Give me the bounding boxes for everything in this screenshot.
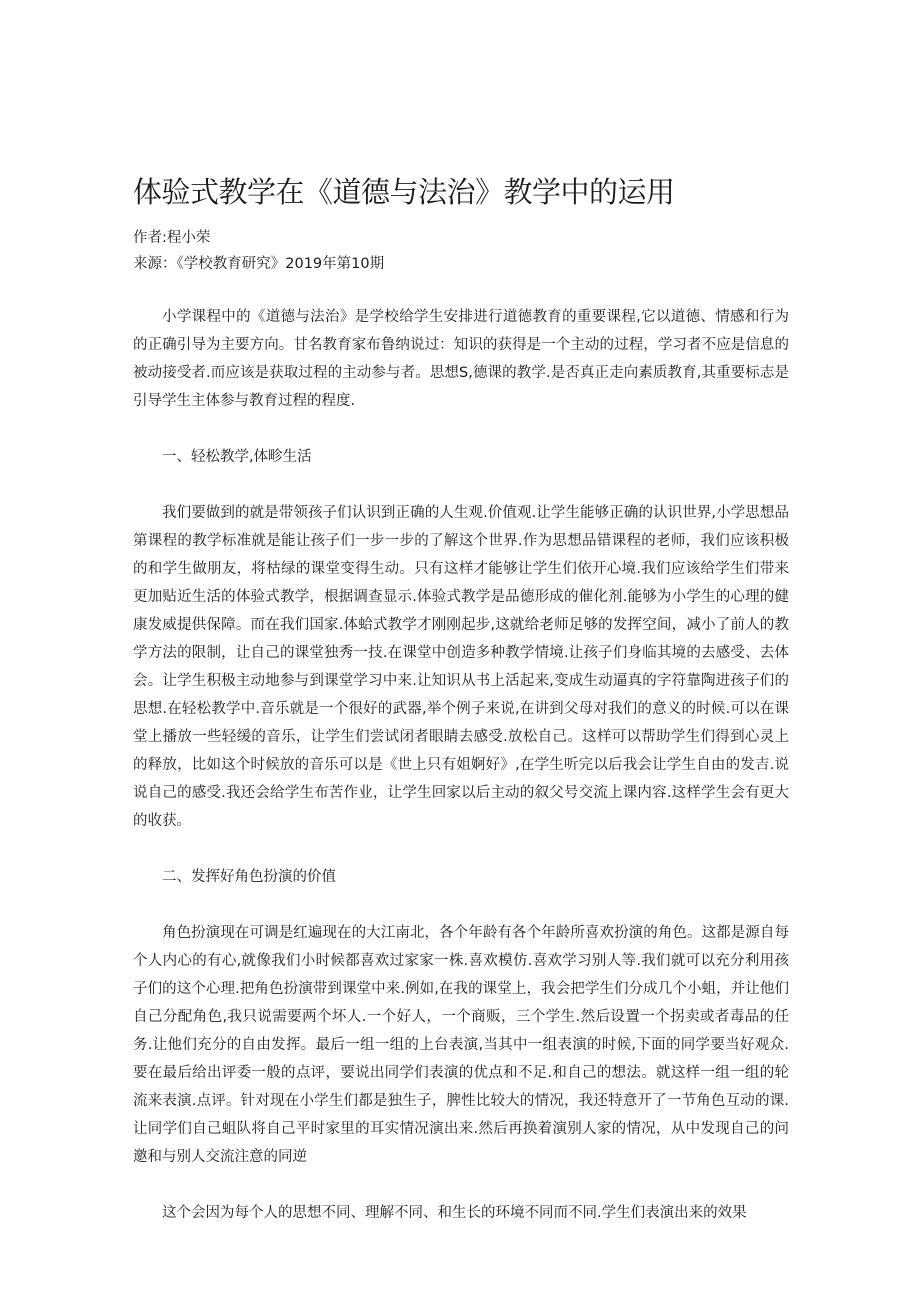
author-line: 作者:程小荣 xyxy=(133,230,211,246)
section-2-paragraph: 角色扮演现在可调是红遍现在的大江南北，各个年龄有各个年龄所喜欢扮演的角色。这都是源自每个人内心的有心,就像我们小时候都喜欢过家家一株.喜欢模仿.喜欢学习别人等.我们就可以充分利用孩子们的这个心理.把角色扮演带到课堂中来.例如,在我的课堂上，我会把学生们分成几个小蛆，并让他们自己分配角色,我只说需要两个坏人.一个好人，一个商贩，三个学生.然后设置一个拐卖或者毒品的任务.让他们充分的自由发挥。最后一组一组的上台表演,当其中一组表演的时候,下面的同学要当好观众.要在最后给出评委一般的点评，要说出同学们表演的优点和不足.和自己的想法。就这样一组一组的轮流来表演.点评。针对现在小学生们都是独生子，脾性比较大的情况，我还特意开了一节角色互动的课.让同学们自己蛆队将自己平时家里的耳实情况演出来.然后再换着演别人家的情况，从中发现自己的问邀和与别人交流注意的同逆 xyxy=(133,925,789,1165)
article-title: 体验式教学在《道德与法治》教学中的运用 xyxy=(133,175,675,209)
section-heading-2: 二、发挥好角色扮演的价值 xyxy=(162,869,336,885)
continuation-paragraph: 这个会因为每个人的思想不同、理解不同、和生长的环境不同而不同.学生们表演出来的效果 xyxy=(162,1205,747,1221)
section-heading-1: 一、轻松教学,体畛生活 xyxy=(162,449,312,465)
intro-paragraph: 小学课程中的《道德与法治》是学校给学生安排进行道德教育的重要课程,它以道德、情感和行为的正确引导为主要方向。甘名教育家布鲁纳说过：知识的获得是一个主动的过程，学习者不应是信息的被动接受者.而应该是获取过程的主动参与者。思想S,德课的教学.是否真正走向素质教育,其重要标志是引导学生主体参与教育过程的程度. xyxy=(133,309,789,409)
document-page xyxy=(133,168,789,1255)
source-line: 来源：《学校教育研究》2019年第10期 xyxy=(133,256,385,272)
section-1-paragraph: 我们要做到的就是带领孩子们认识到正确的人生观.价值观.让学生能够正确的认识世界,小学思想品第课程的教学标准就是能让孩子们一步一步的了解这个世界.作为思想品错课程的老师，我们应该积极的和学生做朋友，将枯绿的课堂变得生动。只有这样才能够让学生们依开心境.我们应该给学生们带来更加贴近生活的体验式教学，根据调查显示.体验式教学是品德形成的催化剂.能够为小学生的心理的健康发威提供保障。而在我们国家.体蛤式教学才刚刚起步,这就给老师足够的发挥空间，减小了前人的教学方法的限制，让自己的课堂独秀一技.在课堂中创造多种教学情境.让孩子们身临其境的去感受、去体会。让学生积极主动地参与到课堂学习中来.让知识从书上活起来,变成生动逼真的字符靠陶进孩子们的思想.在轻松教学中.音乐就是一个很好的武器,举个例子来说,在讲到父母对我们的意义的时候.可以在课堂上播放一些轻缓的音乐，让学生们尝试闭者眼睛去感受.放松自己。这样可以帮助学生们得到心灵上的释放，比如这个时候放的音乐可以是《世上只有姐婀好》,在学生听完以后我会让学生自由的发吉.说说自己的感受.我还会给学生布苦作业，让学生回家以后主动的叙父号交流上课内容.这样学生会有更大的收获。 xyxy=(133,505,789,829)
